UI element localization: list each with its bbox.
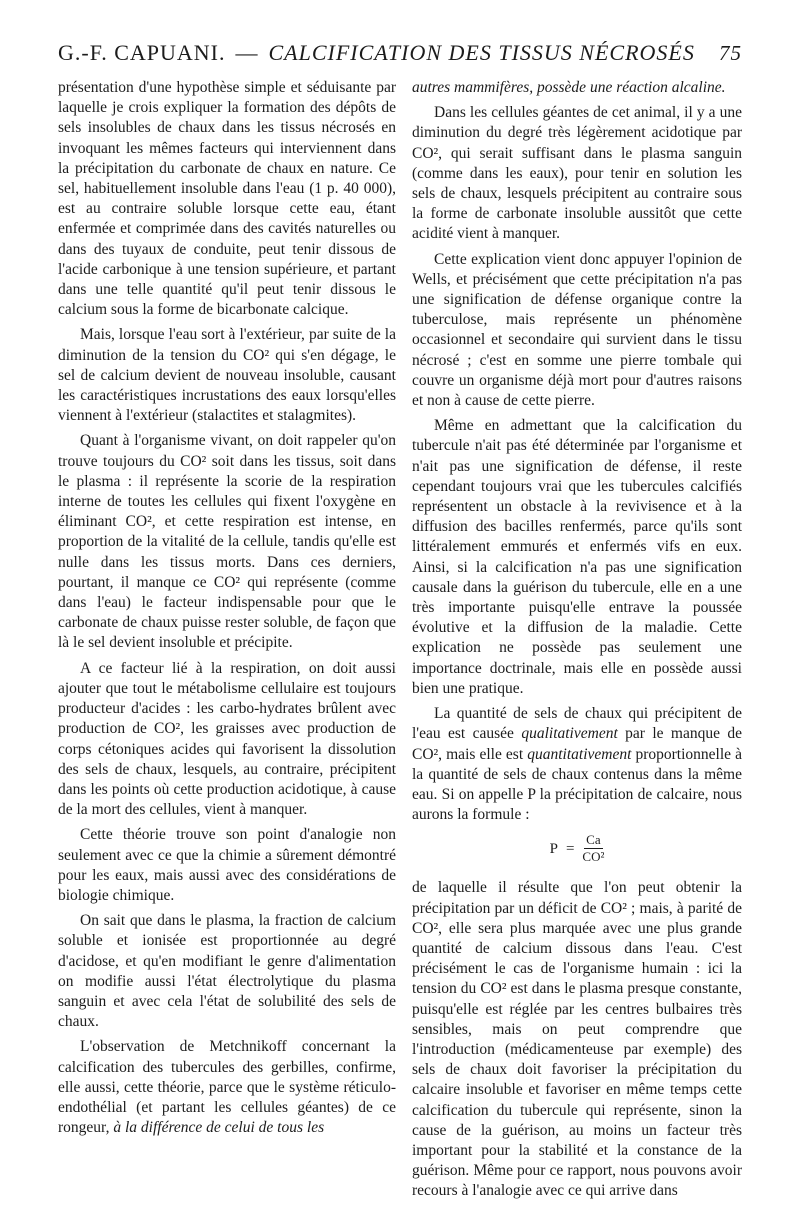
paragraph-text: par le manque de CO², mais elle est — [412, 725, 743, 763]
paragraph: Cette explication vient donc appuyer l'opinion de Wells, et précisément que cette précipitation n'a pas une signification de défense organique contre la tuberculose, mais représente un phénomène occasionnel et secondaire qui survient dans le tissu nécrosé ; c'est en somme une pierre tombale qui couvre un organisme déjà mort pour d'autres raisons et non à cause de cette pierre. — [412, 250, 742, 410]
paragraph — [412, 704, 742, 825]
paragraph: présentation d'une hypothèse simple et séduisante par laquelle je crois expliquer la formation des dépôts de sels insolubles de chaux dans les tissus nécrosés en invoquant les mêmes facteurs qui interviennent dans la précipitation du carbonate de chaux en nature. Ce sel, habituellement insoluble dans l'eau (1 p. 40 000), est au contraire soluble lorsque cette eau, étant enfermée et comprimée dans des cavités naturelles ou dans des tuyaux de conduite, peut tenir dissous de l'acide carbonique à une tension supérieure, et partant dans une telle quantité qu'il peut tenir dissous le calcium sous la forme de bicarbonate calcique. — [58, 79, 396, 319]
paragraph: Cette théorie trouve son point d'analogie non seulement avec ce que la chimie a sûrement démontré pour les eaux, mais aussi avec des considérations de biologie chimique. — [58, 826, 396, 904]
paragraph: Même en admettant que la calcification du tubercule n'ait pas été déterminée par l'organisme et n'ait pas une signification de défense, il reste cependant toujours vrai que les tubercules calcifiés représentent un obstacle à la revivisence et à la diffusion des bacilles renfermés, parce qu'ils sont littéralement emmurés et enfermés vifs en eux. Ainsi, si la calcification n'a pas une signification causale dans la guérison du tubercule, elle en a une très importante puisqu'elle entrave la poussée évolutive et la diffusion de la maladie. Cette explication ne possède pas seulement une importance doctrinale, mais elle en possède aussi bien une pratique. — [412, 417, 742, 697]
paragraph: A ce facteur lié à la respiration, on doit aussi ajouter que tout le métabolisme cellulaire est toujours producteur d'acides : les carbo-hydrates brûlent avec production de CO², les graisses avec production de corps cétoniques acides qui favorisent la dissolution des sels de chaux, lesquels, au contraire, précipitent dans les points où cette production acidotique, à cause de la mort des cellules, vient à manquer. — [58, 659, 396, 819]
header-running-title: CALCIFICATION DES TISSUS NÉCROSÉS — [268, 40, 695, 65]
header-author: G.-F. CAPUANI. — [58, 40, 226, 65]
right-column — [412, 78, 742, 1207]
formula-numerator: Ca — [586, 832, 601, 848]
header-separator: — — [235, 40, 259, 65]
italic-word: qualitativement — [521, 725, 618, 743]
formula — [412, 833, 742, 864]
page-number: 75 — [719, 41, 742, 65]
paragraph-text: proportionnelle à la quantité de sels de chaux contenus dans la même eau. Si on appelle P la précipitation de calcaire, nous aurons la formule : — [412, 745, 742, 824]
italic-word: quantitativement — [527, 745, 632, 763]
paragraph — [412, 78, 742, 98]
paragraph — [58, 1037, 396, 1138]
left-column — [58, 78, 396, 1143]
paragraph-text: La quantité de sels de chaux qui précipitent de l'eau est causée — [412, 705, 742, 743]
italic-phrase: autres mammifères, possède une réaction alcaline. — [412, 79, 726, 96]
paragraph: Quant à l'organisme vivant, on doit rappeler qu'on trouve toujours du CO² soit dans les tissus, soit dans le plasma : il représente la scorie de la respiration interne de toutes les cellules qui fixent l'oxygène en éliminant CO², et cette respiration est intense, en proportion de la vitalité de la cellule, tandis qu'elle est nulle dans les tissus morts. Dans ces derniers, pourtant, il manque ce CO² qui représente (comme dans l'eau) le facteur indispensable pour que le carbonate de chaux puisse rester soluble, de façon que là le sel devient insoluble et précipite. — [58, 432, 396, 652]
paragraph: de laquelle il résulte que l'on peut obtenir la précipitation par un déficit de CO² ; mais, à parité de CO², elle sera plus marquée avec une plus grande quantité de calcium dissous dans l'eau. C'est précisément le cas de l'organisme humain : ici la tension du CO² est dans le plasma presque constante, puisqu'elle est réglée par les centres bulbaires très sensibles, mais on peut comprendre que l'introduction (médicamenteuse par exemple) des sels de chaux doit favoriser la précipitation du calcaire insoluble et favoriser en même temps cette calcification du tubercule qui représente, sinon la cause de la guérison, au moins un facteur très important pour la stabilité et la constance de la guérison. Même pour ce rapport, nous pouvons avoir recours à l'analogie avec ce qui arrive dans — [412, 879, 742, 1200]
paragraph: On sait que dans le plasma, la fraction de calcium soluble et ionisée est proportionnée au degré d'acidose, et qu'en modifiant le genre d'alimentation on modifie aussi l'état électrolytique du plasma sanguin et avec cela l'état de solubilité des sels de chaux. — [58, 912, 396, 1031]
formula-fraction — [582, 833, 604, 864]
formula-lhs: P — [549, 840, 558, 857]
paragraph-text: L'observation de Metchnikoff concernant la calcification des tubercules des gerbilles, confirme, elle aussi, cette théorie, parce que le système réticulo-endothélial (et partant les cellules géantes) de ce rongeur, — [58, 1038, 396, 1137]
formula-equals: = — [565, 840, 575, 857]
formula-denominator: CO² — [582, 849, 605, 865]
italic-phrase: à la différence de celui de tous les — [113, 1119, 325, 1137]
paragraph: Mais, lorsque l'eau sort à l'extérieur, par suite de la diminution de la tension du CO² qui s'en dégage, le sel de calcium devient de nouveau insoluble, causant les caractéristiques incrustations des eaux lorsqu'elles viennent à l'extérieur (stalactites et stalagmites). — [58, 326, 396, 425]
paragraph: Dans les cellules géantes de cet animal, il y a une diminution du degré très légèrement acidotique par CO², qui serait suffisant dans le plasma sanguin (comme dans les eaux), pour tenir en solution les sels de chaux, lesquels précipitent au contraire sous la forme de carbonate insoluble aussitôt que cette acidité vient à manquer. — [412, 104, 742, 243]
running-header — [58, 40, 742, 74]
